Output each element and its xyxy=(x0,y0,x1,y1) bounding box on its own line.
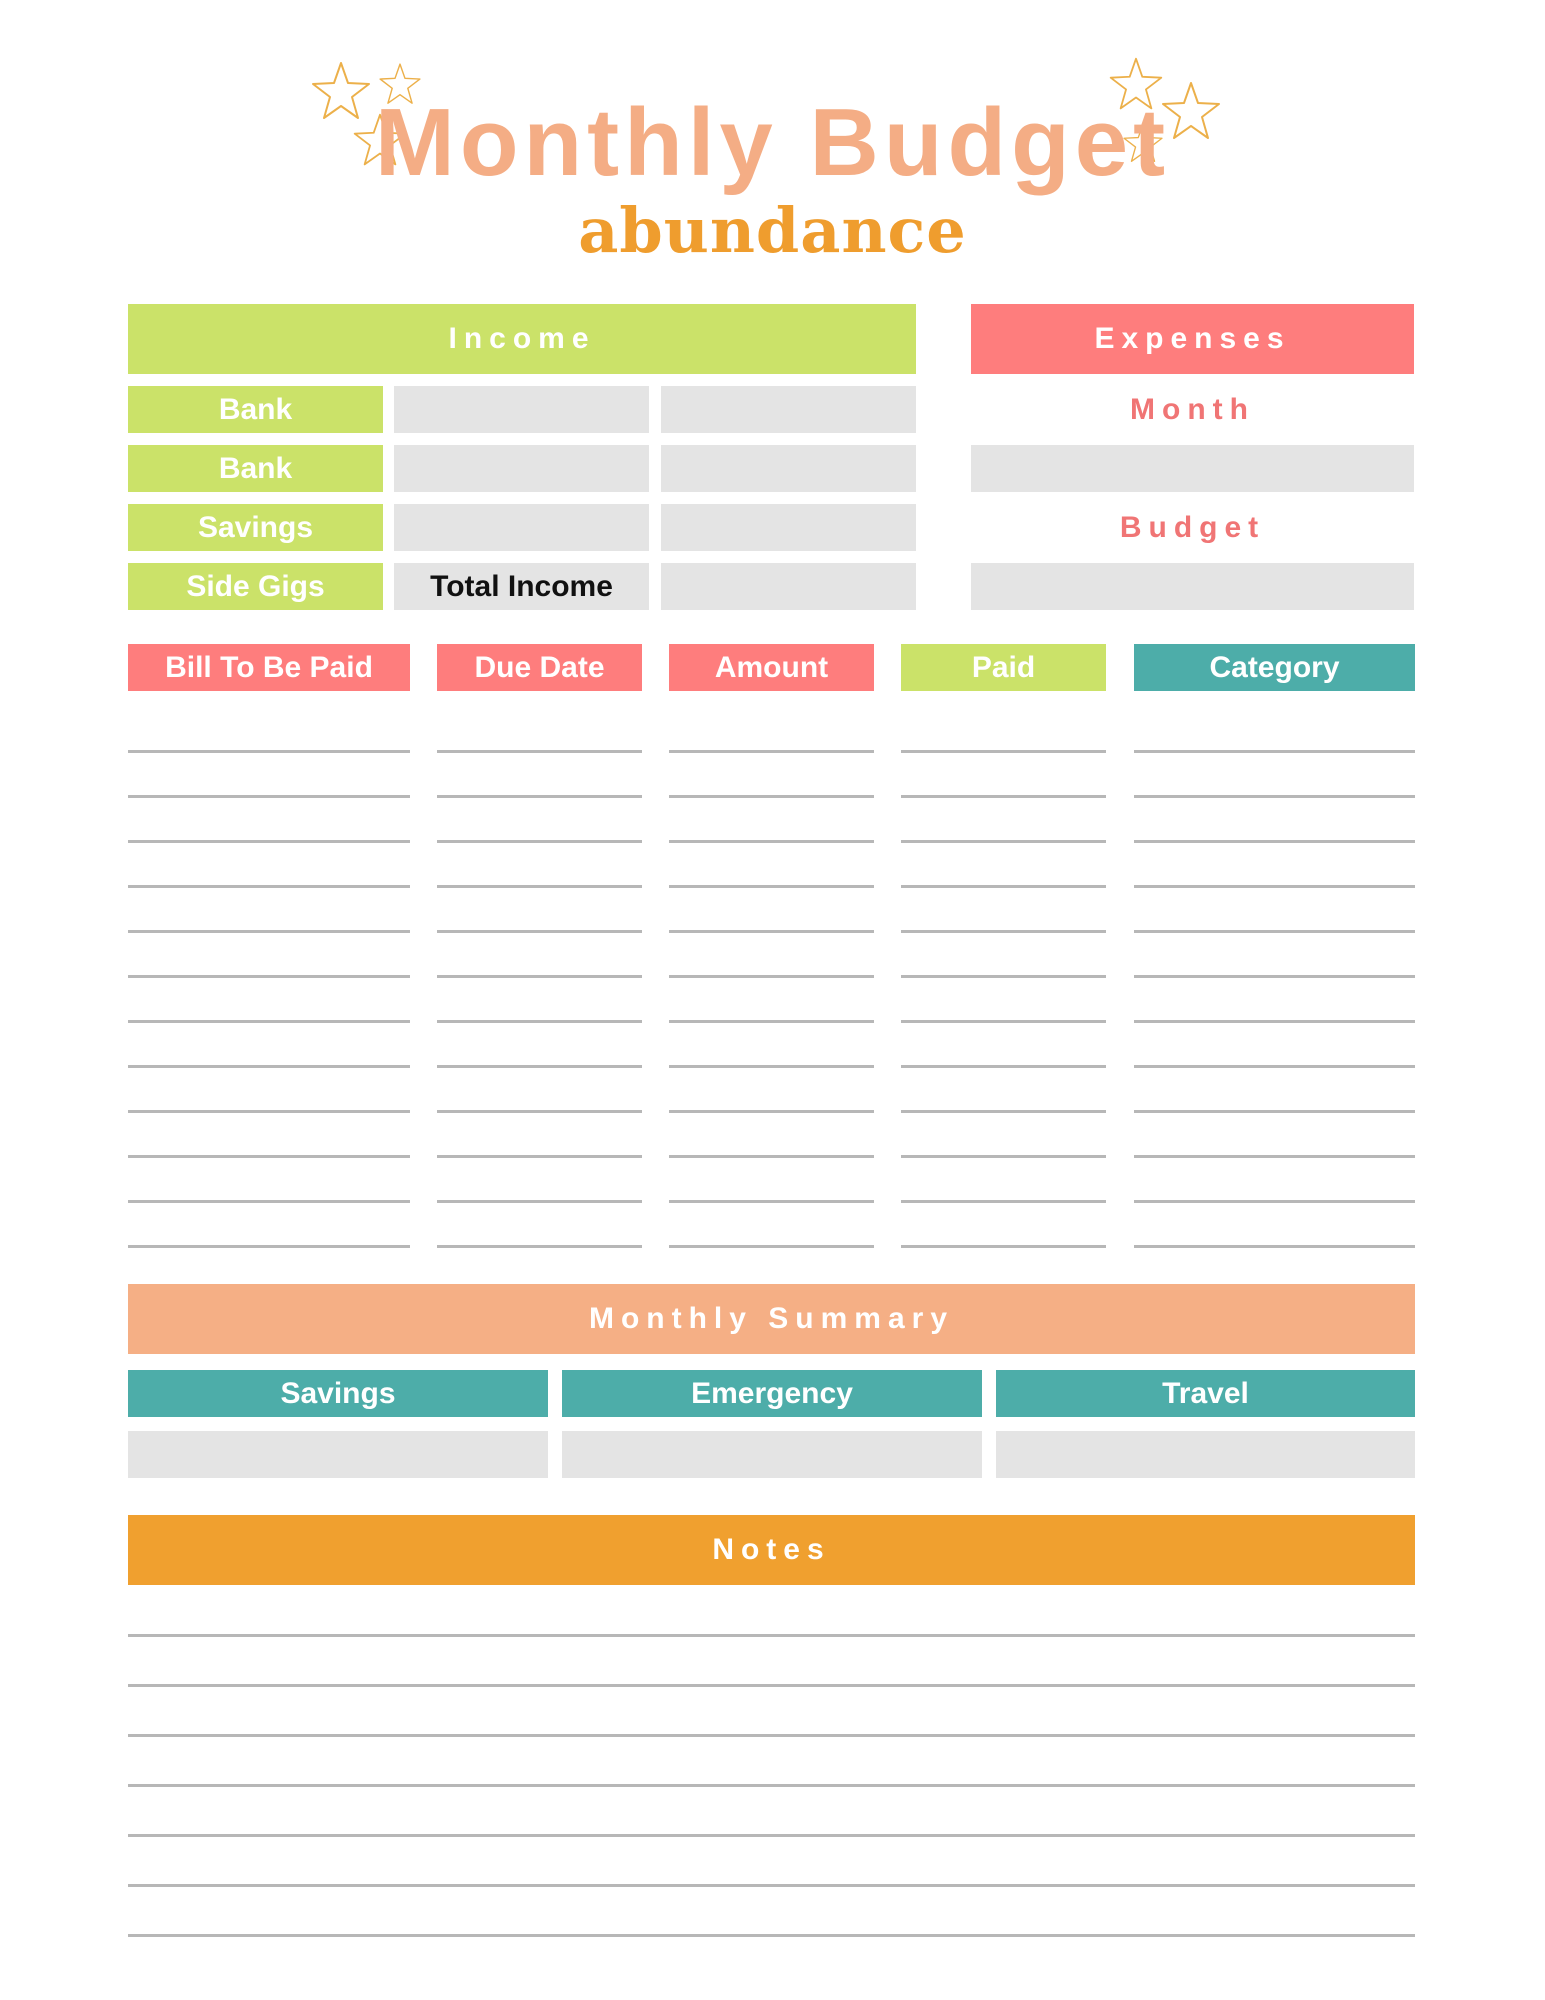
notes-line[interactable] xyxy=(128,1784,1415,1787)
bill-entry-line[interactable] xyxy=(901,1110,1106,1113)
bill-entry-line[interactable] xyxy=(437,795,642,798)
bill-entry-line[interactable] xyxy=(669,1065,874,1068)
bill-entry-line[interactable] xyxy=(901,1020,1106,1023)
budget-label: Budget xyxy=(1119,510,1266,544)
page-subtitle: abundance xyxy=(578,194,967,267)
page-title: Monthly Budget xyxy=(374,89,1171,196)
total-income-field[interactable] xyxy=(661,563,916,610)
income-field[interactable] xyxy=(661,504,916,551)
bill-entry-line[interactable] xyxy=(437,1110,642,1113)
notes-line[interactable] xyxy=(128,1634,1415,1637)
bill-entry-line[interactable] xyxy=(128,1155,410,1158)
bill-entry-line[interactable] xyxy=(901,1200,1106,1203)
bill-entry-line[interactable] xyxy=(437,1065,642,1068)
bill-entry-line[interactable] xyxy=(901,930,1106,933)
income-field[interactable] xyxy=(394,386,649,433)
bill-entry-line[interactable] xyxy=(669,795,874,798)
bill-entry-line[interactable] xyxy=(128,1200,410,1203)
bill-entry-line[interactable] xyxy=(437,750,642,753)
bill-entry-line[interactable] xyxy=(901,1245,1106,1248)
bill-entry-line[interactable] xyxy=(669,1110,874,1113)
bill-entry-line[interactable] xyxy=(901,795,1106,798)
bill-entry-line[interactable] xyxy=(437,1200,642,1203)
bill-entry-line[interactable] xyxy=(128,750,410,753)
income-header: Income xyxy=(128,304,916,374)
column-category: Category xyxy=(1134,644,1415,691)
bill-entry-line[interactable] xyxy=(669,1155,874,1158)
bill-entry-line[interactable] xyxy=(128,975,410,978)
bill-entry-line[interactable] xyxy=(669,975,874,978)
notes-line[interactable] xyxy=(128,1884,1415,1887)
income-label-side-gigs: Side Gigs xyxy=(128,563,383,610)
column-paid: Paid xyxy=(901,644,1106,691)
income-label-savings: Savings xyxy=(128,504,383,551)
column-amount: Amount xyxy=(669,644,874,691)
summary-column-savings: Savings xyxy=(128,1370,548,1417)
bill-entry-line[interactable] xyxy=(437,1245,642,1248)
summary-column-emergency: Emergency xyxy=(562,1370,982,1417)
summary-savings-field[interactable] xyxy=(128,1431,548,1478)
summary-travel-field[interactable] xyxy=(996,1431,1415,1478)
month-field[interactable] xyxy=(971,445,1414,492)
bill-entry-line[interactable] xyxy=(437,840,642,843)
bill-entry-line[interactable] xyxy=(128,840,410,843)
bill-entry-line[interactable] xyxy=(1134,1200,1415,1203)
expenses-header: Expenses xyxy=(971,304,1414,374)
bill-entry-line[interactable] xyxy=(669,1020,874,1023)
bill-entry-line[interactable] xyxy=(1134,1245,1415,1248)
notes-header: Notes xyxy=(128,1515,1415,1585)
bill-entry-line[interactable] xyxy=(901,750,1106,753)
bill-entry-line[interactable] xyxy=(128,1020,410,1023)
bill-entry-line[interactable] xyxy=(437,1020,642,1023)
bill-entry-line[interactable] xyxy=(1134,885,1415,888)
bill-entry-line[interactable] xyxy=(669,1245,874,1248)
notes-line[interactable] xyxy=(128,1684,1415,1687)
bill-entry-line[interactable] xyxy=(1134,930,1415,933)
summary-column-travel: Travel xyxy=(996,1370,1415,1417)
summary-emergency-field[interactable] xyxy=(562,1431,982,1478)
bill-entry-line[interactable] xyxy=(669,930,874,933)
bill-entry-line[interactable] xyxy=(669,885,874,888)
bill-entry-line[interactable] xyxy=(901,1065,1106,1068)
notes-line[interactable] xyxy=(128,1834,1415,1837)
income-field[interactable] xyxy=(394,445,649,492)
bill-entry-line[interactable] xyxy=(901,1155,1106,1158)
bill-entry-line[interactable] xyxy=(669,840,874,843)
bill-entry-line[interactable] xyxy=(901,975,1106,978)
total-income-label: Total Income xyxy=(394,563,649,610)
bill-entry-line[interactable] xyxy=(128,795,410,798)
bill-entry-line[interactable] xyxy=(128,930,410,933)
bill-entry-line[interactable] xyxy=(1134,1065,1415,1068)
bill-entry-line[interactable] xyxy=(901,840,1106,843)
bill-entry-line[interactable] xyxy=(1134,840,1415,843)
bill-entry-line[interactable] xyxy=(901,885,1106,888)
bill-entry-line[interactable] xyxy=(1134,975,1415,978)
income-label-bank-1: Bank xyxy=(128,386,383,433)
bill-entry-line[interactable] xyxy=(1134,1020,1415,1023)
notes-line[interactable] xyxy=(128,1734,1415,1737)
bill-entry-line[interactable] xyxy=(128,1110,410,1113)
income-label-bank-2: Bank xyxy=(128,445,383,492)
bill-entry-line[interactable] xyxy=(1134,795,1415,798)
bill-entry-line[interactable] xyxy=(669,750,874,753)
bill-entry-line[interactable] xyxy=(128,885,410,888)
bill-entry-line[interactable] xyxy=(1134,750,1415,753)
monthly-summary-header: Monthly Summary xyxy=(128,1284,1415,1354)
bill-entry-line[interactable] xyxy=(437,975,642,978)
bill-entry-line[interactable] xyxy=(128,1245,410,1248)
bill-entry-line[interactable] xyxy=(437,930,642,933)
bill-entry-line[interactable] xyxy=(669,1200,874,1203)
column-bill-to-be-paid: Bill To Be Paid xyxy=(128,644,410,691)
notes-line[interactable] xyxy=(128,1934,1415,1937)
income-field[interactable] xyxy=(661,386,916,433)
bill-entry-line[interactable] xyxy=(437,1155,642,1158)
budget-field[interactable] xyxy=(971,563,1414,610)
bill-entry-line[interactable] xyxy=(437,885,642,888)
income-field[interactable] xyxy=(394,504,649,551)
bill-entry-line[interactable] xyxy=(128,1065,410,1068)
income-field[interactable] xyxy=(661,445,916,492)
month-label: Month xyxy=(1130,392,1255,426)
bill-entry-line[interactable] xyxy=(1134,1110,1415,1113)
bill-entry-line[interactable] xyxy=(1134,1155,1415,1158)
column-due-date: Due Date xyxy=(437,644,642,691)
